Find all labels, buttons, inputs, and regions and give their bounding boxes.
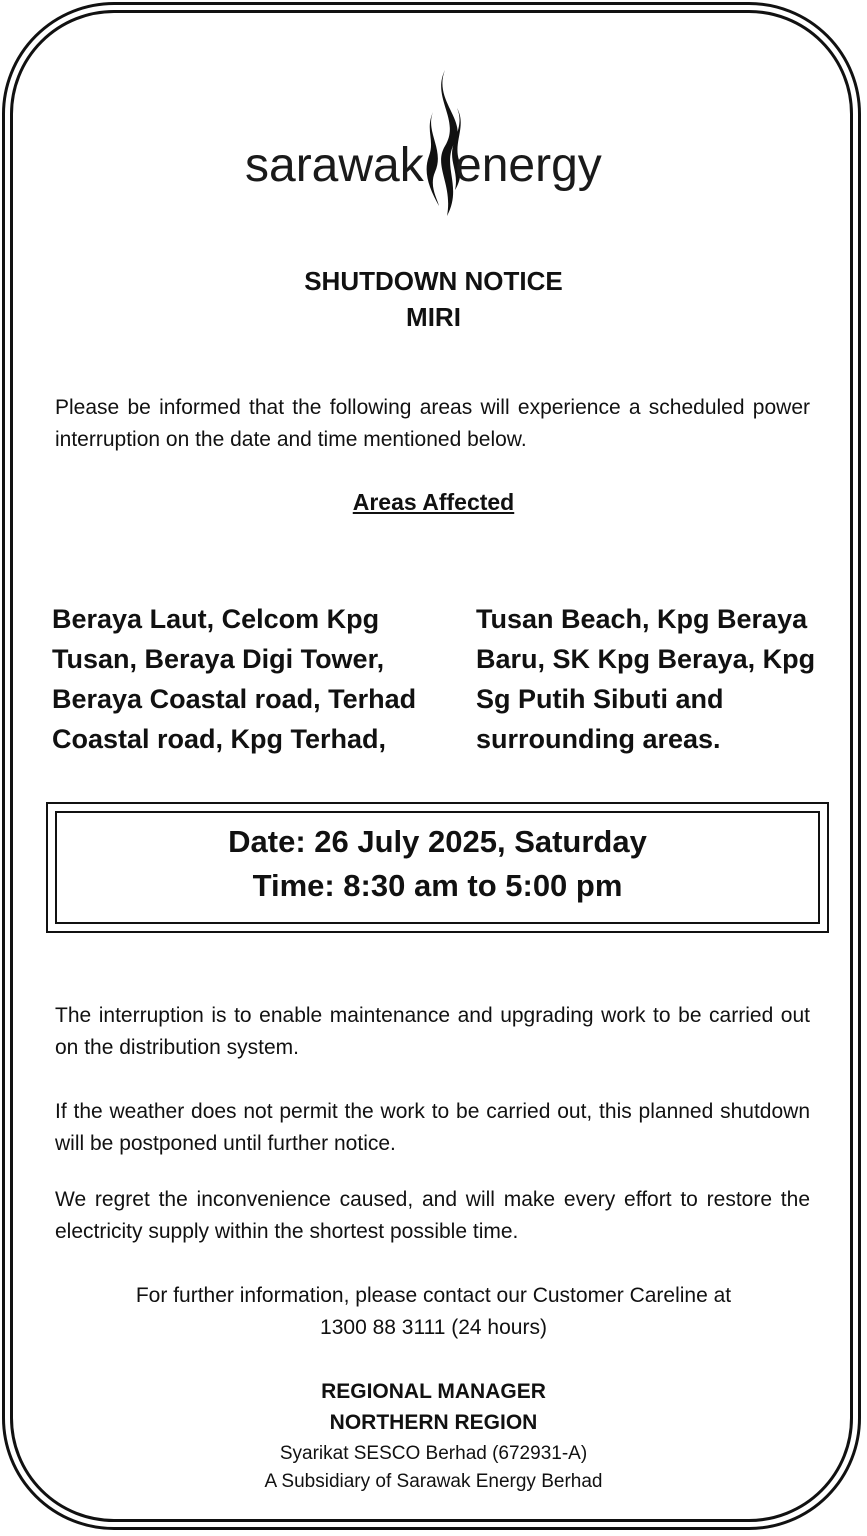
shutdown-date: Date: 26 July 2025, Saturday [228, 824, 647, 859]
area-line: Baru, SK Kpg Beraya, Kpg [476, 644, 816, 674]
areas-left-column [52, 599, 442, 759]
company-name: Syarikat SESCO Berhad (672931-A) [279, 1443, 588, 1464]
notice-title: SHUTDOWN NOTICE [304, 266, 563, 296]
areas-heading: Areas Affected [352, 489, 515, 515]
area-line: surrounding areas. [476, 724, 721, 754]
logo-word-sarawak: sarawak [245, 139, 424, 192]
area-line: Coastal road, Kpg Terhad, [52, 724, 387, 754]
area-line: Beraya Coastal road, Terhad [52, 684, 417, 714]
intro-paragraph: Please be informed that the following areas will experience a scheduled power interruption on the date and time mentioned below. [55, 396, 810, 451]
shutdown-time: Time: 8:30 am to 5:00 pm [252, 868, 623, 903]
weather-paragraph: If the weather does not permit the work to be carried out, this planned shutdown will be postponed until further notice. [55, 1100, 810, 1155]
area-line: Beraya Laut, Celcom Kpg [52, 604, 380, 634]
notice-location: MIRI [406, 302, 461, 332]
contact-block [0, 1280, 867, 1344]
logo-word-energy: energy [455, 139, 602, 192]
parent-company: A Subsidiary of Sarawak Energy Berhad [264, 1471, 603, 1492]
signatory-title: REGIONAL MANAGER [321, 1380, 546, 1403]
sarawak-energy-logo [245, 68, 615, 218]
regret-paragraph: We regret the inconvenience caused, and will make every effort to restore the electricity supply within the shortest possible time. [55, 1188, 810, 1243]
notice-title-block [0, 263, 867, 335]
signatory-region: NORTHERN REGION [329, 1411, 538, 1434]
area-line: Sg Putih Sibuti and [476, 684, 724, 714]
careline-number: 1300 88 3111 (24 hours) [320, 1316, 547, 1339]
areas-right-column [476, 599, 821, 759]
area-line: Tusan Beach, Kpg Beraya [476, 604, 808, 634]
reason-paragraph: The interruption is to enable maintenance and upgrading work to be carried out on the distribution system. [55, 1004, 810, 1059]
area-line: Tusan, Beraya Digi Tower, [52, 644, 385, 674]
contact-line: For further information, please contact our Customer Careline at [135, 1284, 732, 1307]
